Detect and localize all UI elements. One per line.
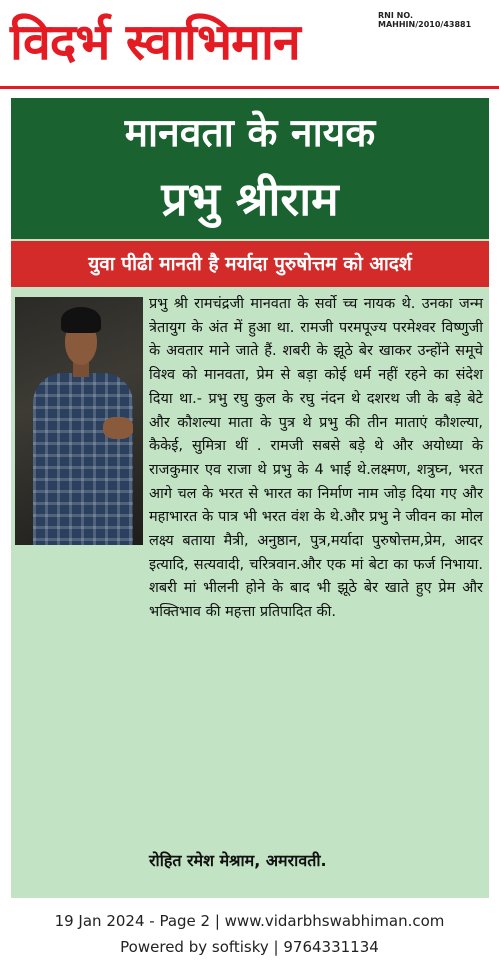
author-photo (15, 297, 143, 545)
masthead-divider (0, 86, 499, 89)
headline-line-2: प्रभु श्रीराम (161, 172, 339, 226)
article-clipping (11, 98, 489, 898)
article-body: प्रभु श्री रामचंद्रजी मानवता के सर्वो च्च नायक थे. उनका जन्म त्रेतायुग के अंत में हुआ था. रामजी परमपूज्य परमेश्वर विष्णुजी के अवतार माने जाते हैं. शबरी के झूठे बेर खाकर उन्होंने समूचे विश्व को मानवता, प्रेम से बड़ा कोई धर्म नहीं रहने का संदेश दिया था.- प्रभु रघु कुल के रघु नंदन थे दशरथ जी के बड़े बेटे और कौशल्या माता के पुत्र थे प्रभु की तीन माताएं कौशल्या, कैकेई, सुमित्रा थीं . रामजी सबसे बड़े थे और अयोध्या के राजकुमार एव राजा थे प्रभु के 4 भाई थे.लक्ष्मण, शत्रुघ्न, भरत आगे चल के भरत से भारत का निर्माण नाम जोड़ दिया गए और महाभारत के पात्र भी भरत वंश के थे.और प्रभु ने जीवन का मोल लक्ष्य बताया मैत्री, अनुष्ठान, पुत्र,मर्यादा पुरुषोत्तम,प्रेम, आदर इत्यादि, सत्यवादी, चरित्रवान.और एक मां बेटा का फर्ज निभाया. शबरी मां भीलनी होने के बाद भी झूठे बेर खाते हुए प्रेम और भक्तिभाव की महत्ता प्रतिपादित की. (149, 296, 483, 621)
newspaper-title: विदर्भ स्वाभिमान (10, 12, 300, 71)
headline-box (11, 98, 489, 239)
footer-date-site: 19 Jan 2024 - Page 2 | www.vidarbhswabhiman.com (54, 912, 445, 930)
headline-line-1: मानवता के नायक (124, 111, 376, 156)
photo-hair (61, 307, 101, 333)
subheadline: युवा पीढी मानती है मर्यादा पुरुषोत्तम को आदर्श (11, 241, 489, 287)
rni-number: RNI NO. MAHHIN/2010/43881 (378, 11, 472, 29)
author-byline: रोहित रमेश मेश्राम, अमरावती. (149, 851, 327, 870)
footer-powered-by: Powered by softisky | 9764331134 (120, 938, 379, 956)
photo-shirt (33, 373, 133, 545)
photo-hand (103, 417, 133, 439)
masthead (0, 0, 499, 92)
